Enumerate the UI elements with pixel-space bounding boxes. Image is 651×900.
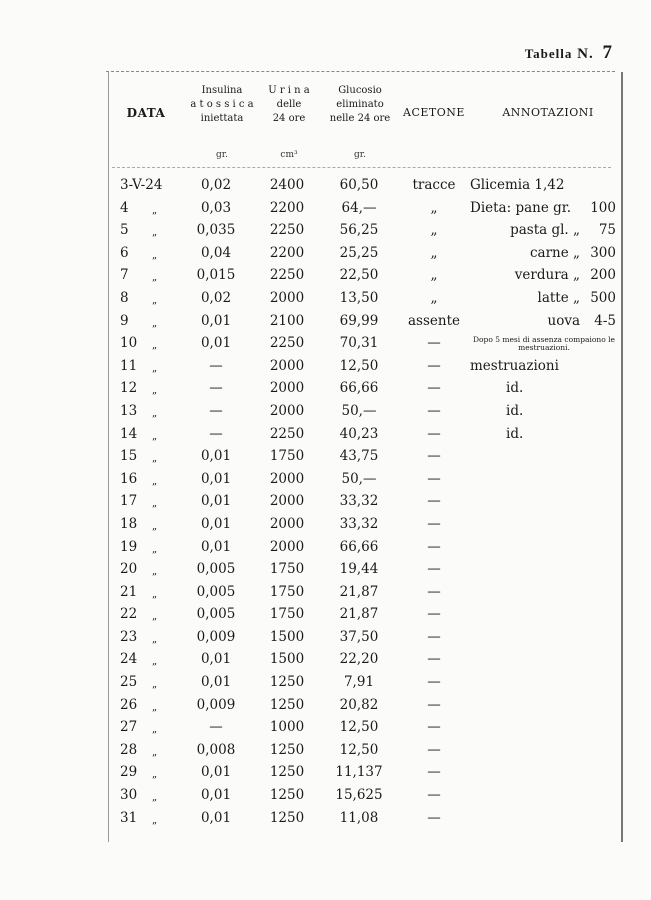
cell-glucosio: 40,23 — [339, 425, 379, 442]
cell-glucosio: 22,20 — [339, 651, 379, 668]
header-glucosio-line3: nelle 24 ore — [329, 113, 391, 124]
annotation-text: id. — [506, 380, 524, 397]
cell-insulina: 0,01 — [200, 538, 232, 555]
annotation-value: 200 — [590, 267, 616, 284]
cell-day: 31 — [120, 809, 138, 826]
table-row — [0, 197, 651, 220]
cell-urina: 1750 — [269, 561, 305, 578]
cell-ditto-mark: „ — [152, 588, 158, 600]
table-row — [0, 671, 651, 694]
cell-ditto-mark: „ — [152, 543, 158, 555]
table-title-prefix: Tabella — [524, 46, 573, 61]
cell-urina: 1250 — [269, 696, 305, 713]
cell-ditto-mark: „ — [152, 724, 158, 736]
cell-glucosio: 21,87 — [339, 606, 379, 623]
header-urina — [258, 84, 320, 126]
cell-insulina: — — [209, 425, 223, 442]
unit-urina: cm³ — [280, 150, 298, 160]
cell-annotazione — [506, 400, 651, 422]
header-insulina-line1: Insulina — [201, 85, 243, 96]
cell-day: 3-V-24 — [120, 177, 163, 193]
cell-insulina: 0,03 — [200, 199, 232, 216]
cell-ditto-mark: „ — [152, 272, 158, 284]
annotation-value: 300 — [590, 244, 616, 261]
table-row — [0, 310, 651, 333]
table-row — [0, 423, 651, 446]
table-row — [0, 603, 651, 626]
cell-urina: 1250 — [269, 764, 305, 781]
annotation-text: Dopo 5 mesi di assenza compaiono le mestruazioni. — [473, 335, 615, 353]
cell-glucosio: 7,91 — [343, 674, 375, 691]
cell-acetone: — — [427, 606, 441, 623]
cell-day: 4 — [120, 199, 129, 216]
cell-acetone: — — [427, 696, 441, 713]
cell-day: 15 — [120, 448, 138, 465]
cell-ditto-mark: „ — [152, 566, 158, 578]
header-annotazioni: ANNOTAZIONI — [502, 106, 594, 119]
table-row — [0, 739, 651, 762]
annotation-value: 75 — [598, 222, 616, 239]
cell-urina: 1250 — [269, 809, 305, 826]
cell-urina: 1250 — [269, 674, 305, 691]
cell-ditto-mark: „ — [152, 746, 158, 758]
cell-day: 29 — [120, 764, 138, 781]
annotation-text: Glicemia 1,42 — [470, 177, 565, 193]
cell-urina: 1250 — [269, 787, 305, 804]
cell-glucosio: 12,50 — [339, 719, 379, 736]
cell-urina: 2200 — [269, 244, 305, 261]
cell-annotazione — [470, 242, 618, 264]
cell-day: 19 — [120, 538, 138, 555]
cell-ditto-mark: „ — [152, 407, 158, 419]
cell-insulina: 0,02 — [200, 289, 232, 306]
cell-ditto-mark: „ — [152, 385, 158, 397]
annotation-text: carne „ — [529, 244, 580, 261]
cell-glucosio: 19,44 — [339, 561, 379, 578]
cell-annotazione — [470, 197, 618, 219]
header-insulina — [184, 84, 260, 126]
cell-day: 23 — [120, 628, 138, 645]
cell-day: 14 — [120, 425, 138, 442]
table-row — [0, 264, 651, 287]
table-body — [0, 174, 651, 829]
cell-urina: 2400 — [269, 177, 305, 193]
cell-acetone: — — [427, 493, 441, 510]
cell-insulina: 0,009 — [196, 696, 236, 713]
cell-glucosio: 13,50 — [339, 289, 379, 306]
header-rule — [112, 167, 611, 168]
cell-day: 22 — [120, 606, 138, 623]
cell-acetone: — — [427, 402, 441, 419]
cell-urina: 2000 — [269, 289, 305, 306]
cell-urina: 2250 — [269, 222, 305, 239]
cell-acetone: — — [427, 515, 441, 532]
top-rule — [106, 71, 615, 72]
cell-day: 12 — [120, 380, 138, 397]
cell-ditto-mark: „ — [152, 633, 158, 645]
cell-urina: 1000 — [269, 719, 305, 736]
cell-day: 10 — [120, 335, 138, 352]
cell-glucosio: 20,82 — [339, 696, 379, 713]
cell-acetone: — — [427, 628, 441, 645]
cell-glucosio: 50,— — [341, 470, 377, 487]
table-row — [0, 377, 651, 400]
cell-ditto-mark: „ — [152, 227, 158, 239]
cell-urina: 1500 — [269, 628, 305, 645]
cell-acetone: — — [427, 787, 441, 804]
annotation-text: latte „ — [537, 289, 580, 306]
cell-annotazione — [470, 174, 618, 196]
header-urina-line2: delle — [276, 99, 302, 110]
cell-insulina: 0,01 — [200, 312, 232, 329]
table-row — [0, 400, 651, 423]
cell-day: 21 — [120, 583, 138, 600]
annotation-value: 4-5 — [594, 312, 616, 329]
cell-urina: 1750 — [269, 583, 305, 600]
cell-day: 9 — [120, 312, 129, 329]
cell-glucosio: 69,99 — [339, 312, 379, 329]
cell-ditto-mark: „ — [152, 317, 158, 329]
cell-glucosio: 50,— — [341, 402, 377, 419]
annotation-text: id. — [506, 425, 524, 442]
cell-insulina: — — [209, 380, 223, 397]
cell-acetone: — — [427, 674, 441, 691]
cell-insulina: 0,01 — [200, 515, 232, 532]
unit-glucosio: gr. — [354, 150, 366, 160]
cell-ditto-mark: „ — [152, 520, 158, 532]
annotation-text: mestruazioni — [470, 357, 559, 374]
cell-glucosio: 12,50 — [339, 357, 379, 374]
cell-insulina: 0,04 — [200, 244, 232, 261]
table-title-number: 7 — [602, 42, 613, 63]
cell-glucosio: 11,08 — [339, 809, 379, 826]
cell-urina: 2000 — [269, 357, 305, 374]
cell-acetone: — — [427, 741, 441, 758]
annotation-text: verdura „ — [514, 267, 580, 284]
cell-ditto-mark: „ — [152, 679, 158, 691]
cell-day: 26 — [120, 696, 138, 713]
cell-insulina: — — [209, 402, 223, 419]
cell-ditto-mark: „ — [152, 792, 158, 804]
cell-glucosio: 33,32 — [339, 515, 379, 532]
cell-day: 28 — [120, 741, 138, 758]
table-row — [0, 219, 651, 242]
table-row — [0, 490, 651, 513]
table-header — [108, 84, 621, 164]
header-insulina-line2: a t o s s i c a — [190, 99, 254, 110]
cell-day: 7 — [120, 267, 129, 284]
cell-glucosio: 25,25 — [339, 244, 379, 261]
cell-urina: 1500 — [269, 651, 305, 668]
cell-acetone: — — [427, 470, 441, 487]
cell-urina: 1750 — [269, 448, 305, 465]
header-data: DATA — [126, 106, 166, 120]
cell-urina: 2100 — [269, 312, 305, 329]
cell-day: 13 — [120, 402, 138, 419]
cell-acetone: — — [427, 357, 441, 374]
cell-insulina: 0,005 — [196, 583, 236, 600]
cell-insulina: — — [209, 719, 223, 736]
cell-annotazione — [470, 355, 618, 377]
table-row — [0, 581, 651, 604]
cell-ditto-mark: „ — [152, 656, 158, 668]
cell-urina: 2000 — [269, 380, 305, 397]
cell-day: 30 — [120, 787, 138, 804]
cell-urina: 2000 — [269, 470, 305, 487]
cell-acetone: — — [427, 380, 441, 397]
cell-insulina: 0,01 — [200, 764, 232, 781]
cell-ditto-mark: „ — [152, 769, 158, 781]
cell-glucosio: 15,625 — [335, 787, 383, 804]
cell-day: 25 — [120, 674, 138, 691]
table-row — [0, 242, 651, 265]
cell-urina: 2250 — [269, 335, 305, 352]
header-urina-line3: 24 ore — [272, 113, 306, 124]
cell-insulina: 0,035 — [196, 222, 236, 239]
cell-insulina: 0,02 — [200, 177, 232, 193]
cell-annotazione — [470, 310, 618, 332]
cell-insulina: 0,005 — [196, 606, 236, 623]
cell-acetone: — — [427, 583, 441, 600]
cell-annotazione — [470, 264, 618, 286]
cell-annotazione — [506, 377, 651, 399]
table-row — [0, 287, 651, 310]
cell-acetone: „ — [430, 289, 438, 306]
cell-urina: 1250 — [269, 741, 305, 758]
cell-insulina: 0,01 — [200, 651, 232, 668]
cell-day: 16 — [120, 470, 138, 487]
cell-day: 5 — [120, 222, 129, 239]
cell-glucosio: 22,50 — [339, 267, 379, 284]
cell-acetone: „ — [430, 199, 438, 216]
cell-urina: 2000 — [269, 515, 305, 532]
cell-day: 20 — [120, 561, 138, 578]
cell-insulina: 0,005 — [196, 561, 236, 578]
annotation-text: id. — [506, 402, 524, 419]
header-glucosio-line2: eliminato — [336, 99, 384, 110]
annotation-value: 500 — [590, 289, 616, 306]
cell-urina: 2250 — [269, 267, 305, 284]
table-row — [0, 513, 651, 536]
cell-acetone: — — [427, 719, 441, 736]
cell-ditto-mark: „ — [152, 701, 158, 713]
cell-glucosio: 56,25 — [339, 222, 379, 239]
cell-insulina: 0,01 — [200, 493, 232, 510]
cell-annotazione — [470, 287, 618, 309]
header-glucosio — [320, 84, 400, 126]
cell-ditto-mark: „ — [152, 453, 158, 465]
cell-annotazione — [506, 423, 651, 445]
header-urina-line1: U r i n a — [268, 85, 310, 96]
annotation-text: Dieta: pane gr. — [470, 199, 572, 216]
cell-day: 11 — [120, 357, 138, 374]
cell-insulina: 0,01 — [200, 787, 232, 804]
cell-ditto-mark: „ — [152, 249, 158, 261]
annotation-text: uova — [547, 312, 580, 329]
cell-glucosio: 70,31 — [339, 335, 379, 352]
cell-ditto-mark: „ — [152, 294, 158, 306]
cell-urina: 2250 — [269, 425, 305, 442]
cell-insulina: 0,01 — [200, 470, 232, 487]
cell-insulina: 0,01 — [200, 674, 232, 691]
table-row — [0, 784, 651, 807]
table-row — [0, 468, 651, 491]
cell-ditto-mark: „ — [152, 814, 158, 826]
cell-ditto-mark: „ — [152, 611, 158, 623]
cell-acetone: — — [427, 425, 441, 442]
cell-glucosio: 60,50 — [339, 177, 379, 193]
table-row — [0, 536, 651, 559]
cell-day: 18 — [120, 515, 138, 532]
header-insulina-line3: iniettata — [200, 113, 244, 124]
cell-ditto-mark: „ — [152, 498, 158, 510]
cell-glucosio: 66,66 — [339, 538, 379, 555]
cell-acetone: assente — [407, 312, 460, 329]
cell-day: 24 — [120, 651, 138, 668]
table-row — [0, 558, 651, 581]
cell-insulina: 0,01 — [200, 448, 232, 465]
cell-acetone: — — [427, 651, 441, 668]
cell-ditto-mark: „ — [152, 430, 158, 442]
annotation-value: 100 — [590, 199, 616, 216]
table-title-label: N. — [577, 46, 594, 62]
cell-ditto-mark: „ — [152, 204, 158, 216]
table-title — [525, 42, 613, 64]
cell-insulina: 0,01 — [200, 335, 232, 352]
cell-acetone: — — [427, 335, 441, 352]
table-row — [0, 174, 651, 197]
cell-insulina: — — [209, 357, 223, 374]
cell-insulina: 0,008 — [196, 741, 236, 758]
cell-acetone: „ — [430, 222, 438, 239]
table-row — [0, 807, 651, 830]
cell-day: 8 — [120, 289, 129, 306]
cell-acetone: — — [427, 538, 441, 555]
table-row — [0, 648, 651, 671]
table-row — [0, 626, 651, 649]
cell-insulina: 0,009 — [196, 628, 236, 645]
cell-day: 27 — [120, 719, 138, 736]
cell-urina: 1750 — [269, 606, 305, 623]
cell-glucosio: 37,50 — [339, 628, 379, 645]
cell-acetone: — — [427, 764, 441, 781]
cell-glucosio: 66,66 — [339, 380, 379, 397]
cell-glucosio: 21,87 — [339, 583, 379, 600]
table-row — [0, 332, 651, 355]
cell-glucosio: 12,50 — [339, 741, 379, 758]
table-row — [0, 445, 651, 468]
unit-insulina: gr. — [216, 150, 228, 160]
cell-insulina: 0,01 — [200, 809, 232, 826]
cell-acetone: — — [427, 561, 441, 578]
cell-glucosio: 64,— — [341, 199, 377, 216]
cell-acetone: tracce — [412, 177, 456, 193]
cell-ditto-mark: „ — [152, 340, 158, 352]
cell-day: 17 — [120, 493, 138, 510]
header-glucosio-line1: Glucosio — [338, 85, 382, 96]
cell-urina: 2200 — [269, 199, 305, 216]
cell-ditto-mark: „ — [152, 362, 158, 374]
cell-insulina: 0,015 — [196, 267, 236, 284]
cell-acetone: „ — [430, 267, 438, 284]
table-row — [0, 355, 651, 378]
cell-glucosio: 33,32 — [339, 493, 379, 510]
cell-annotazione — [470, 336, 618, 352]
table-row — [0, 716, 651, 739]
cell-glucosio: 43,75 — [339, 448, 379, 465]
cell-glucosio: 11,137 — [335, 764, 383, 781]
annotation-text: pasta gl. „ — [510, 222, 580, 239]
table-row — [0, 761, 651, 784]
cell-acetone: — — [427, 448, 441, 465]
cell-urina: 2000 — [269, 538, 305, 555]
cell-annotazione — [470, 219, 618, 241]
cell-urina: 2000 — [269, 493, 305, 510]
cell-ditto-mark: „ — [152, 475, 158, 487]
cell-acetone: — — [427, 809, 441, 826]
table-row — [0, 694, 651, 717]
cell-acetone: „ — [430, 244, 438, 261]
cell-day: 6 — [120, 244, 129, 261]
cell-urina: 2000 — [269, 402, 305, 419]
header-acetone: ACETONE — [403, 106, 465, 119]
